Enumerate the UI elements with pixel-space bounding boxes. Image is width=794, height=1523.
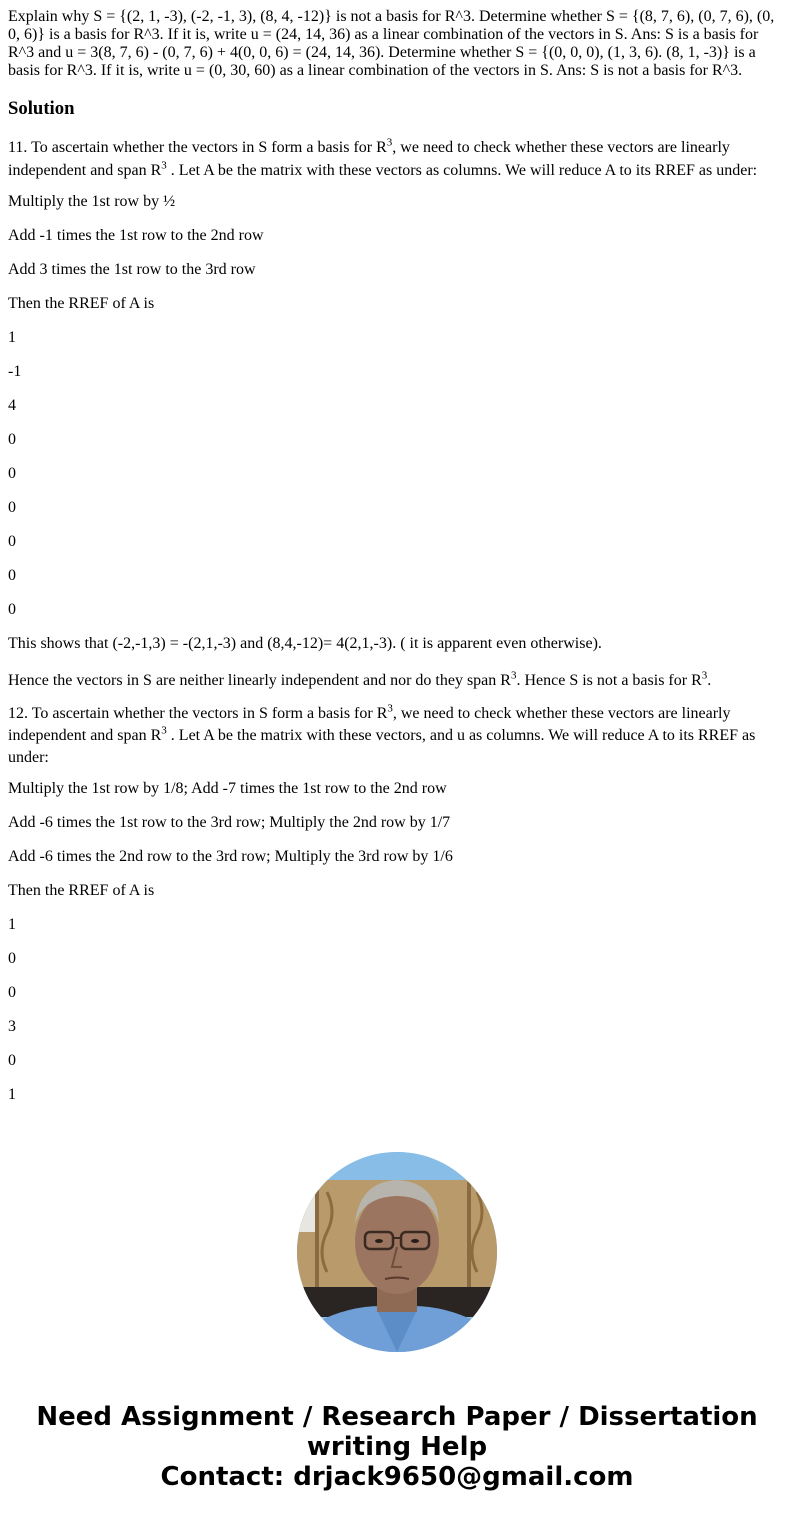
cta-line-1: Need Assignment / Research Paper / Dissertation <box>36 1402 758 1432</box>
promo-section <box>0 1152 794 1492</box>
tutor-photo-icon <box>297 1152 497 1352</box>
part12-step: Then the RREF of A is <box>8 882 155 899</box>
part11-step: Multiply the 1st row by ½ <box>8 193 176 210</box>
part11-step: Then the RREF of A is <box>8 295 155 312</box>
part11-rref-entry: 0 <box>8 567 16 584</box>
part11-conclusion: This shows that (-2,-1,3) = -(2,1,-3) and (8,4,-12)= 4(2,1,-3). ( it is apparent even otherwise). <box>8 635 602 652</box>
part11-rref-entry: 0 <box>8 533 16 550</box>
part12-rref-entry: 1 <box>8 1086 16 1103</box>
part12-rref-entry: 0 <box>8 984 16 1001</box>
part11-rref-entry: 0 <box>8 601 16 618</box>
part12-step: Add -6 times the 1st row to the 3rd row; Multiply the 2nd row by 1/7 <box>8 814 451 831</box>
part11-rref-entry: 1 <box>8 329 16 346</box>
part11-rref-entry: 0 <box>8 431 16 448</box>
cta-line-2: writing Help <box>306 1432 488 1462</box>
part11-rref-entry: 0 <box>8 499 16 516</box>
part11-intro: 11. To ascertain whether the vectors in S form a basis for $R^3$, we need to check whether these vectors are linearly independent and span $R^3$ . Let A be the matrix with these vectors as columns. We will reduce A to its RREF as under: <box>8 136 758 179</box>
part12-step: Add -6 times the 2nd row to the 3rd row; Multiply the 3rd row by 1/6 <box>8 848 453 865</box>
part11-step: Add -1 times the 1st row to the 2nd row <box>8 227 264 244</box>
part12-rref-entry: 0 <box>8 1052 16 1069</box>
solution-heading: Solution <box>8 98 75 119</box>
part12-intro: 12. To ascertain whether the vectors in S form a basis for $R^3$, we need to check whether these vectors are linearly independent and span $R^3$ . Let A be the matrix with these vectors, and u as columns. We will reduce A to its RREF as under: <box>8 702 756 766</box>
part12-step: Multiply the 1st row by 1/8; Add -7 times the 1st row to the 2nd row <box>8 780 447 797</box>
avatar <box>297 1152 497 1352</box>
part12-rref-entry: 0 <box>8 950 16 967</box>
part11-conclusion-basis: Hence the vectors in S are neither linearly independent and nor do they span $R^3$. Hence S is not a basis for $R^3$. <box>8 669 712 689</box>
part11-rref-entry: 4 <box>8 397 16 414</box>
question-text: Explain why S = {(2, 1, -3), (-2, -1, 3), (8, 4, -12)} is not a basis for R^3. Determine whether S = {(8, 7, 6), (0, 7, 6), (0, 0, 6)} is a basis for R^3. If it is, write u = (24, 14, 36) as a linear combination of the vectors in S. Ans: S is a basis for R^3 and u = 3(8, 7, 6) - (0, 7, 6) + 4(0, 0, 6) = (24, 14, 36). Determine whether S = {(0, 0, 0), (1, 3, 6). (8, 1, -3)} is a basis for R^3. If it is, write u = (0, 30, 60) as a linear combination of the vectors in S. Ans: S is not a basis for R^3. <box>8 8 775 79</box>
part11-step: Add 3 times the 1st row to the 3rd row <box>8 261 256 278</box>
part11-rref-entry: 0 <box>8 465 16 482</box>
part12-rref-entry: 1 <box>8 916 16 933</box>
contact-banner <box>0 1402 794 1492</box>
cta-contact-email: Contact: drjack9650@gmail.com <box>160 1462 634 1492</box>
part12-rref-entry: 3 <box>8 1018 16 1035</box>
part11-rref-entry: -1 <box>8 363 22 380</box>
